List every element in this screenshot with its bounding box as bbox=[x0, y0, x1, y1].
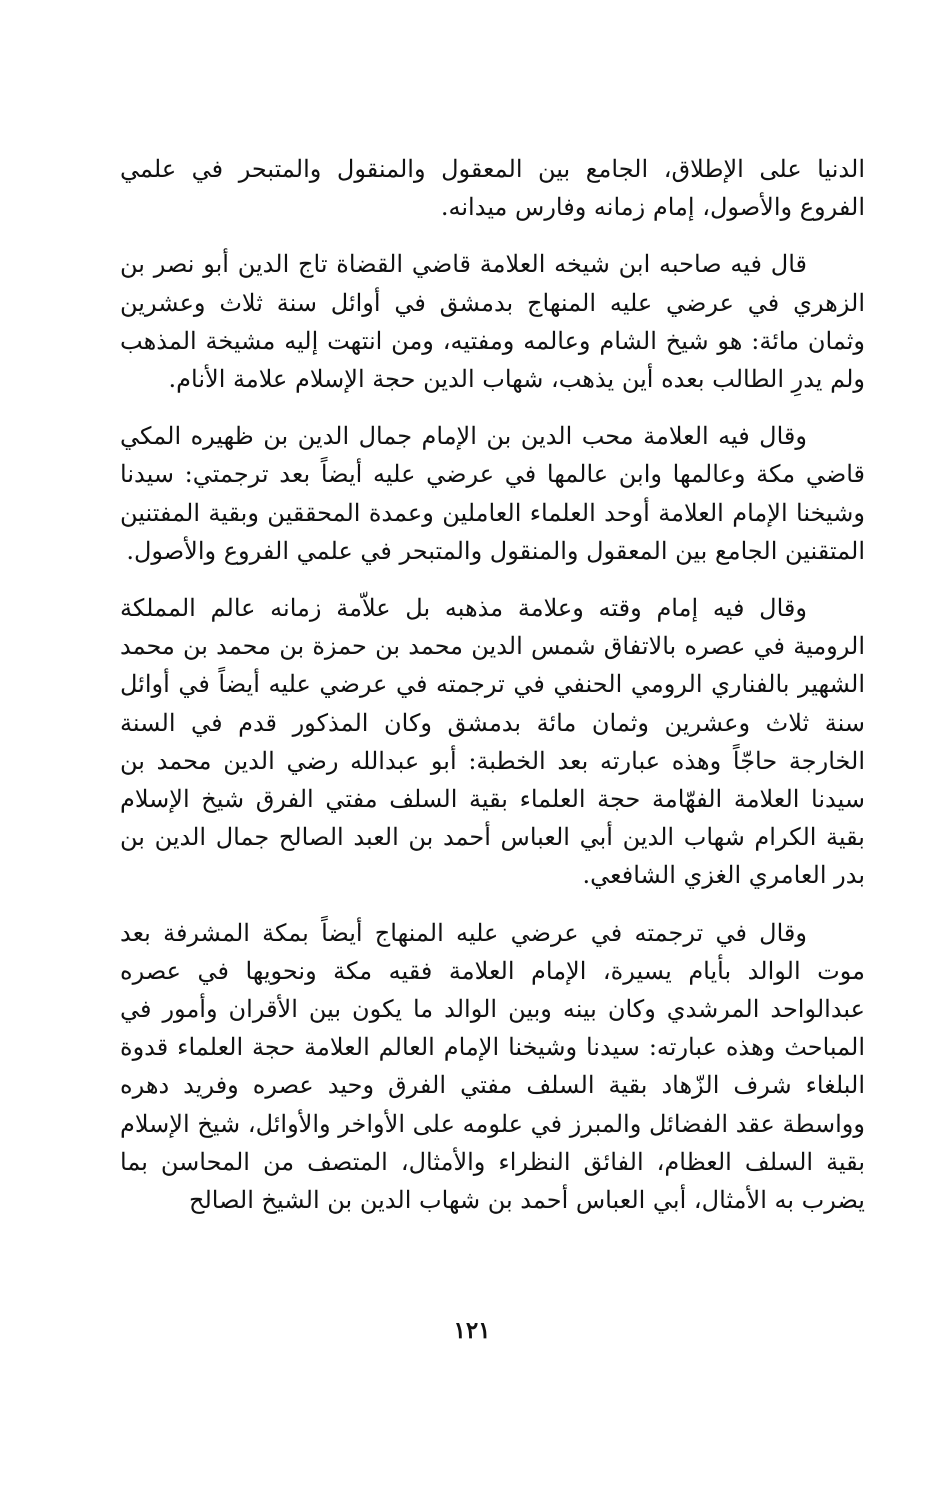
paragraph-3: وقال فيه العلامة محب الدين بن الإمام جمال الدين بن ظهيره المكي قاضي مكة وعالمها وابن عالمها في عرضي عليه أيضاً بعد ترجمتي: سيدنا وشيخنا الإمام العلامة أوحد العلماء العاملين وعمدة المحققين وبقية المفتنين المتقنين الجامع بين المعقول والمنقول والمتبحر في علمي الفروع والأصول. bbox=[120, 422, 865, 565]
paragraph-5: وقال في ترجمته في عرضي عليه المنهاج أيضاً بمكة المشرفة بعد موت الوالد بأيام يسيرة، الإمام العلامة فقيه مكة ونحويها في عصره عبدالواحد المرشدي وكان بينه وبين الوالد ما يكون بين الأقران وأمور في المباحث وهذه عبارته: سيدنا وشيخنا الإمام العالم العلامة حجة العلماء قدوة البلغاء شرف الزّهاد بقية السلف مفتي الفرق وحيد عصره وفريد دهره وواسطة عقد الفضائل والمبرز في علومه على الأواخر والأوائل، شيخ الإسلام بقية السلف العظام، الفائق النظراء والأمثال، المتصف من المحاسن بما يضرب به الأمثال، أبي العباس أحمد بن شهاب الدين بن الشيخ الصالح bbox=[120, 918, 865, 1215]
paragraph-2: قال فيه صاحبه ابن شيخه العلامة قاضي القضاة تاج الدين أبو نصر بن الزهري في عرضي عليه المنهاج بدمشق في أوائل سنة ثلاث وعشرين وثمان مائة: هو شيخ الشام وعالمه ومفتيه، ومن انتهت إليه مشيخة المذهب ولم يدرِ الطالب بعده أين يذهب، شهاب الدين حجة الإسلام علامة الأنام. bbox=[120, 250, 865, 394]
paragraph-4: وقال فيه إمام وقته وعلامة مذهبه بل علاّمة زمانه عالم المملكة الرومية في عصره بالاتفاق شمس الدين محمد بن حمزة بن محمد بن محمد الشهير بالفناري الرومي الحنفي في ترجمته في عرضي عليه أيضاً في أوائل سنة ثلاث وعشرين وثمان مائة بدمشق وكان المذكور قدم في السنة الخارجة حاجّاً وهذه عبارته بعد الخطبة: أبو عبدالله رضي الدين محمد بن سيدنا العلامة الفهّامة حجة العلماء بقية السلف مفتي الفرق شيخ الإسلام بقية الكرام شهاب الدين أبي العباس أحمد بن العبد الصالح جمال الدين بن بدر العامري الغزي الشافعي. bbox=[120, 594, 865, 890]
page-number: ١٢١ bbox=[453, 1317, 491, 1344]
paragraph-1: الدنيا على الإطلاق، الجامع بين المعقول والمنقول والمتبحر في علمي الفروع والأصول، إمام زمانه وفارس ميدانه. bbox=[120, 155, 865, 222]
page-body bbox=[120, 150, 865, 1238]
